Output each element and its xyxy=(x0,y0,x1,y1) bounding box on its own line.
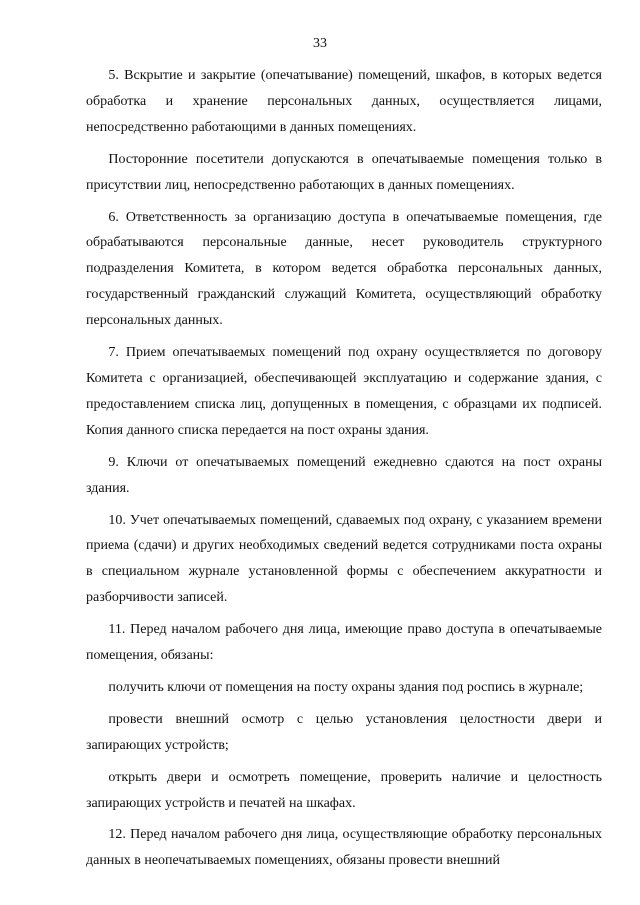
paragraph-12: 12. Перед началом рабочего дня лица, осуществляющие обработку персональных данных в неопечатываемых помещениях, обязаны провести внешний xyxy=(86,827,602,869)
paragraph-6: 6. Ответственность за организацию доступа в опечатываемые помещения, где обрабатываются персональные данные, несет руководитель структурного подразделения Комитета, в котором ведется обработка персональных данных, государственный гражданский служащий Комитета, осуществляющий обработку персональных данных. xyxy=(86,209,602,329)
document-body xyxy=(86,63,602,880)
paragraph-11: 11. Перед началом рабочего дня лица, имеющие право доступа в опечатываемые помещения, обязаны: xyxy=(86,622,602,664)
page-number: 33 xyxy=(313,36,327,51)
paragraph-11-item-open: открыть двери и осмотреть помещение, проверить наличие и целостность запирающих устройств и печатей на шкафах. xyxy=(86,769,602,811)
paragraph-7: 7. Прием опечатываемых помещений под охрану осуществляется по договору Комитета с организацией, обеспечивающей эксплуатацию и содержание здания, с предоставлением списка лиц, допущенных в помещения, с образцами их подписей. Копия данного списка передается на пост охраны здания. xyxy=(86,345,602,438)
paragraph-11-item-keys: получить ключи от помещения на посту охраны здания под роспись в журнале; xyxy=(108,679,584,695)
paragraph-11-item-inspection: провести внешний осмотр с целью установления целостности двери и запирающих устройств; xyxy=(86,711,602,753)
paragraph-9: 9. Ключи от опечатываемых помещений ежедневно сдаются на пост охраны здания. xyxy=(86,454,602,496)
paragraph-5: 5. Вскрытие и закрытие (опечатывание) помещений, шкафов, в которых ведется обработка и хранение персональных данных, осуществляется лицами, непосредственно работающими в данных помещениях. xyxy=(86,68,602,135)
paragraph-visitors: Посторонние посетители допускаются в опечатываемые помещения только в присутствии лиц, непосредственно работающих в данных помещениях. xyxy=(86,151,602,193)
paragraph-10: 10. Учет опечатываемых помещений, сдаваемых под охрану, с указанием времени приема (сдачи) и других необходимых сведений ведется сотрудниками поста охраны в специальном журнале установленной формы с обеспечением аккуратности и разборчивости записей. xyxy=(86,512,602,606)
